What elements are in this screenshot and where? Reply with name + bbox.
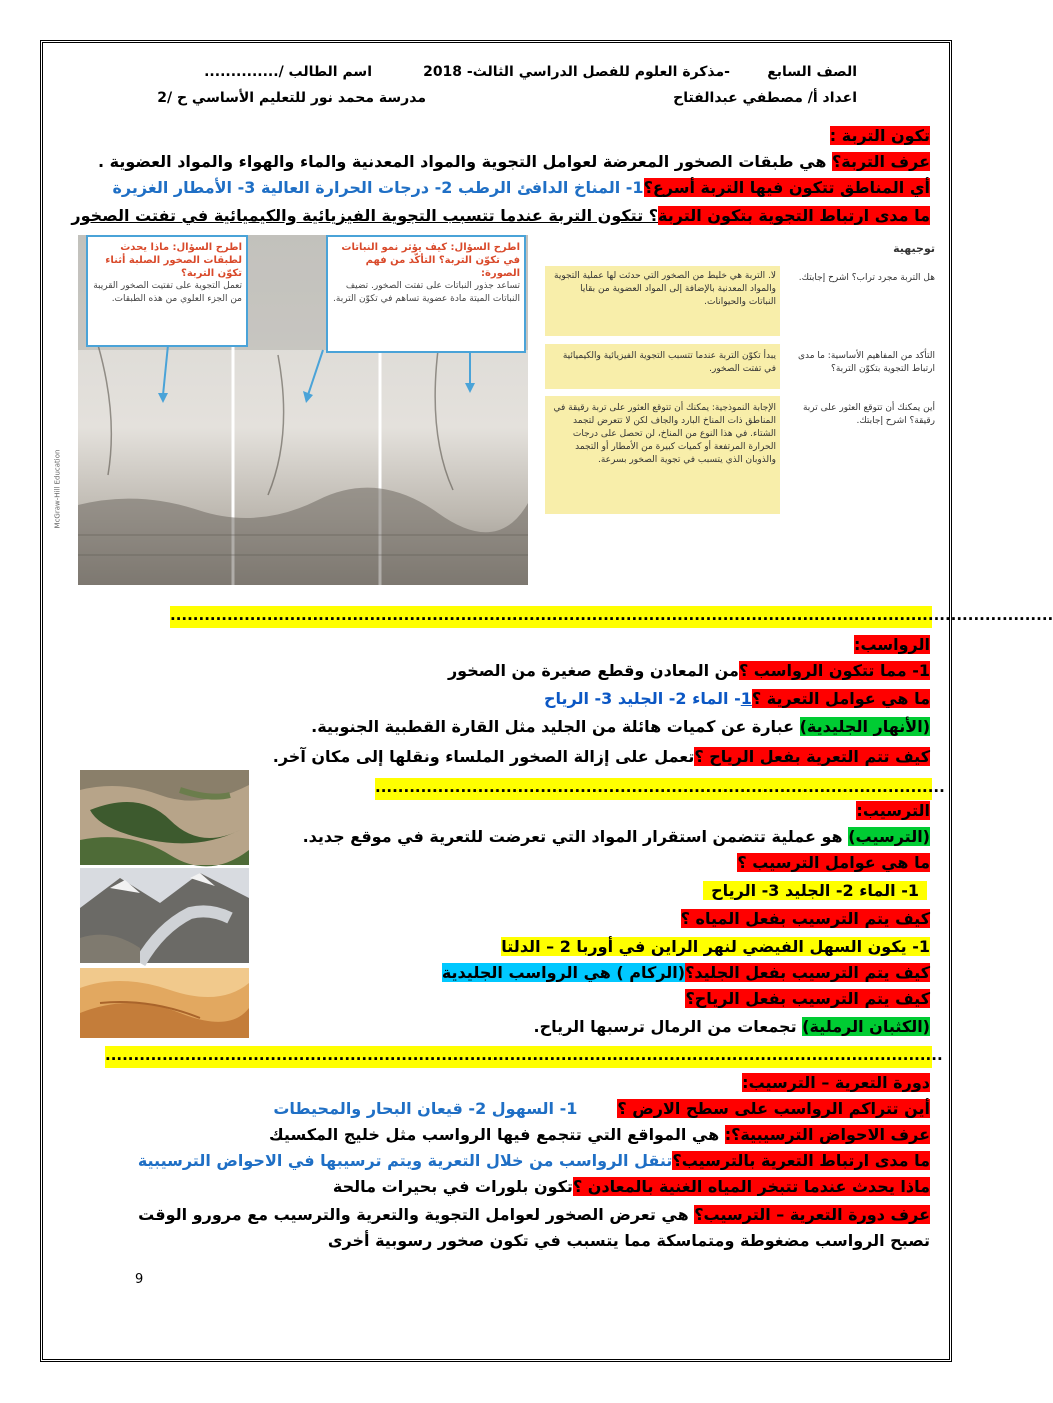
answer-text: 1- يكون السهل الفيضي لنهر الراين في أوربا 2 – الدلتا [501,937,930,956]
callout-answer: تساعد جذور النباتات على تفتت الصخور. تضيف النباتات الميتة مادة عضوية تساهم في تكوّن التربة. [333,281,520,304]
term-label: (الكثبان الرملية) [802,1017,930,1036]
soil-layers-figure [53,235,528,585]
cycle-q1-row [273,1098,930,1120]
answer-number: 1 [740,689,752,708]
cycle-q4-row [333,1176,930,1198]
question-label: 1- مما تتكون الرواسب ؟ [738,661,930,680]
answer-text: تعمل على إزالة الصخور الملساء ونقلها إلى مكان آخر. [272,747,695,766]
answer-text: تنقل الرواسب من خلال التعرية ويتم ترسيبها في الاحواض الترسيبية [137,1151,673,1170]
deposition-t1-row [303,826,930,848]
term-label: (الأنهار الجليدية) [799,717,930,736]
section-title-deposition [856,800,930,822]
question-label: أين تتراكم الرواسب على سطح الارض ؟ [617,1099,930,1118]
question-label: أي المناطق تتكون فيها التربة أسرع؟ [643,178,930,197]
soil-q2-row [112,177,930,199]
question-label: عرف دورة التعرية – الترسيب؟ [694,1205,930,1224]
answer-text: (الركام ) هي الرواسب الجليدية [441,963,686,982]
divider-dots: ................................................................................................................................................... [105,1046,943,1064]
deposition-q2-row [737,852,930,874]
deposition-q3-row [681,908,930,930]
deposition-t6-row [534,1016,931,1038]
callout-rock-layers [86,235,248,347]
answer-text: عبارة عن كميات هائلة من الجليد مثل القارة القطبية الجنوبية. [311,717,800,736]
question-label: كيف يتم الترسيب بفعل الرياح؟ [685,989,930,1008]
answer-text: تجمعات من الرمال ترسبها الرياح. [533,1017,803,1036]
cycle-a5b-row [328,1230,930,1252]
section-title-text: دورة التعرية – الترسيب: [742,1073,930,1092]
answer-text: 1- السهول 2- قيعان البحار والمحيطات [273,1099,578,1118]
divider-dots: ........................................................................................................................................................... [170,606,1053,624]
question-label: عرف التربة؟ [831,152,930,171]
answer-text: من المعادن وقطع صغيرة من الصخور [447,661,739,680]
question-label: كيف تتم التعرية بفعل الرياح ؟ [694,747,930,766]
question-label: كيف يتم الترسيب بفعل الجليد؟ [685,963,930,982]
question-text-2: التأكد من المفاهيم الأساسية: ما مدى ارتباط التجوية بتكوّن التربة؟ [797,351,935,374]
answer-text: هي تعرض الصخور لعوامل التجوية والتعرية والترسيب مع مرورو الوقت [138,1205,695,1224]
answer-text: تكون بلورات في بحيرات مالحة [332,1177,573,1196]
answer-text-1: لا. التربة هي خليط من الصخور التي حدثت لها عملية التجوية والمواد المعدنية بالإضافة إلى المواد العضوية من بقايا النباتات والحيوانات. [554,271,776,307]
deposition-a2-row [703,880,927,902]
question-label: ماذا يحدث عندما تتبخر المياه الغنية بالمعادن ؟ [572,1177,930,1196]
dunes-photo-drawing [80,968,249,1038]
photo-river-floodplain [80,770,249,865]
question-label: كيف يتم الترسيب بفعل المياه ؟ [680,909,930,928]
question-label: ما مدى ارتباط التعرية بالترسيب؟ [672,1151,930,1170]
deposition-q5-row [685,988,930,1010]
section-title-sediments [854,634,930,656]
answer-text: هي طبقات الصخور المعرضة لعوامل التجوية والمواد المعدنية والماء والهواء والمواد العضوية . [97,152,832,171]
deposition-q4-row [442,962,930,984]
section-title-cycle [742,1072,930,1094]
answer-text: - الماء 2- الجليد 3- الرياح [543,689,741,708]
sediments-q2-row [544,688,930,710]
divider-dots: .................................................................................................... [375,778,945,796]
glacier-photo-drawing [80,868,249,963]
section-title-text: الرواسب: [854,635,930,654]
answer-text-3: الإجابة النموذجية: يمكنك أن تتوقع العثور على تربة رقيقة في المناطق ذات المناخ البارد والجاف لكن لا تتعرض لتجمد الشتاء. في هذا النوع من المناخ، لن تحصل على درجات الحرارة المرتفعة أو كميات كبيرة من الأمطار أو التجمد والذوبان الذي يتسبب في تجوية الصخور بسرعة. [553,403,776,465]
callout-answer: تعمل التجوية على تفتيت الصخور القريبة من الجزء العلوي من هذه الطبقات. [93,281,242,304]
guiding-questions-table [545,240,935,515]
section-title-soil [830,125,930,147]
answer-text: 1- المناخ الدافئ الرطب 2- درجات الحرارة العالية 3- الأمطار الغزيرة [112,178,644,197]
river-photo-drawing [80,770,249,865]
student-name-field: اسم الطالب /.............. [204,64,372,80]
photo-glacier [80,868,249,963]
soil-q1-row [98,151,930,173]
memo-title: -مذكرة العلوم للفصل الدراسي الثالث- 2018 [423,64,730,80]
question-text-3: أين يمكنك أن تتوقع العثور على تربة رقيقة؟ اشرح إجابتك. [802,403,935,426]
grade-label: الصف السابع [767,64,857,80]
prepared-by: اعداد أ/ مصطفي عبدالفتاح [673,90,857,106]
table-heading: توجيهية [893,242,935,255]
school-name: مدرسة محمد نور للتعليم الأساسي ح /2 [157,90,426,106]
answer-text: هو عملية تتضمن استقرار المواد التي تعرضت للتعرية في موقع جديد. [302,827,849,846]
photo-sand-dunes [80,968,249,1038]
question-label: عرف الاحواض الترسيبية؟: [724,1125,930,1144]
answer-text: تصبح الرواسب مضغوطة ومتماسكة مما يتسبب في تكون صخور رسوبية أخرى [327,1231,930,1250]
section-title-text: الترسيب: [856,801,930,820]
image-credit: McGraw-Hill Education [53,449,62,529]
answer-text: ؟ تتكون التربة عندما تتسبب التجوية الفيزيائية والكيميائية في تفتت الصخور [71,206,659,225]
callout-question: اطرح السؤال: ماذا يحدث لطبقات الصخور الصلبة أثناء تكوّن التربة؟ [105,242,242,279]
question-label: ما هي عوامل التعرية ؟ [751,689,930,708]
callout-plant-growth [326,235,526,353]
question-label: ما هي عوامل الترسيب ؟ [737,853,930,872]
soil-q3-row [71,205,930,227]
cycle-q3-row [138,1150,930,1172]
answer-text-2: يبدأ تكوّن التربة عندما تتسبب التجوية الفيزيائية والكيميائية في تفتت الصخور. [562,351,776,374]
answer-text: 1- الماء 2- الجليد 3- الرياح [703,881,927,900]
section-title-text: تكون التربة : [829,126,930,145]
term-label: (الترسيب) [848,827,930,846]
question-text-1: هل التربة مجرد تراب؟ اشرح إجابتك. [798,273,935,283]
page-number: 9 [135,1272,144,1287]
answer-text: هي المواقع التي تتجمع فيها الرواسب مثل خليج المكسيك [269,1125,725,1144]
cycle-q2-row [269,1124,930,1146]
callout-question: اطرح السؤال: كيف يؤثر نمو النباتات في تكوّن التربة؟ التأكّد من فهم الصورة: [341,242,520,279]
cycle-q5-row [138,1204,930,1226]
deposition-a3-row [501,936,930,958]
sediments-q4-row [273,746,930,768]
sediments-t3-row [311,716,930,738]
sediments-q1-row [448,660,930,682]
question-label: ما مدى ارتباط التجوية بتكون التربة [658,206,930,225]
